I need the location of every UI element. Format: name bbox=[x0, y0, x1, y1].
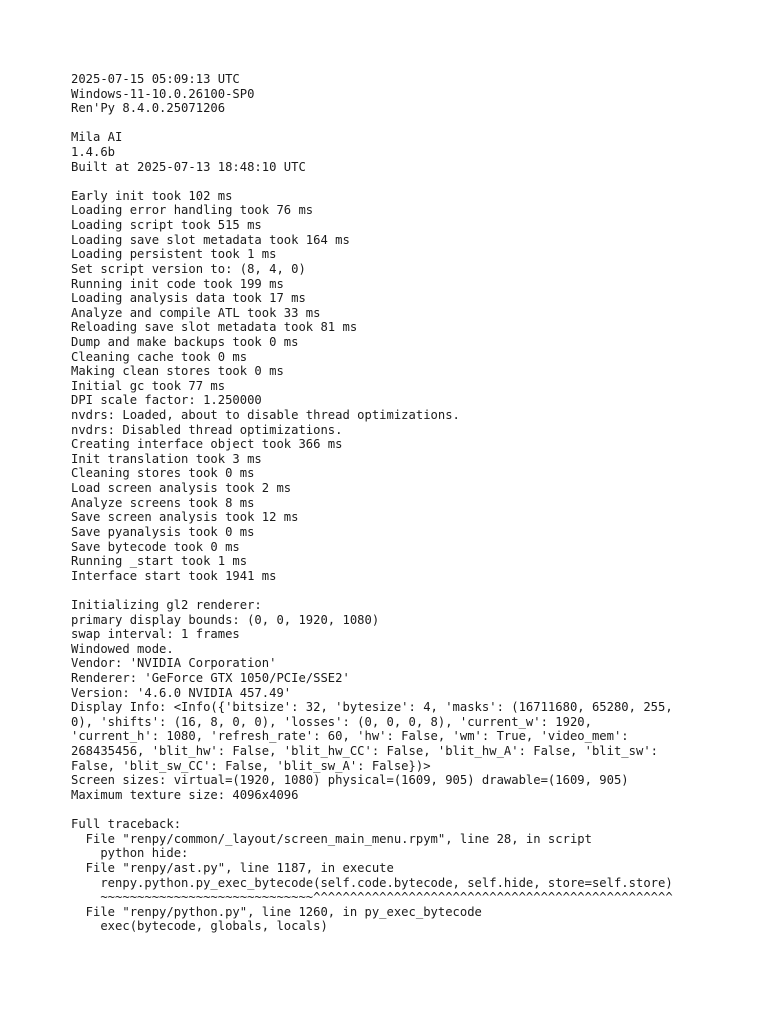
timing-line: Save pyanalysis took 0 ms bbox=[71, 524, 255, 539]
timing-line: nvdrs: Loaded, about to disable thread optimizations. bbox=[71, 408, 460, 423]
timing-line: Creating interface object took 366 ms bbox=[71, 437, 343, 452]
timing-line: Running _start took 1 ms bbox=[71, 554, 248, 569]
timing-line: Analyze screens took 8 ms bbox=[71, 495, 255, 510]
renderer-line: False, 'blit_sw_CC': False, 'blit_sw_A': False})> bbox=[71, 758, 431, 773]
renderer-line: Display Info: <Info({'bitsize': 32, 'bytesize': 4, 'masks': (16711680, 65280, 255, bbox=[71, 700, 673, 715]
timing-line: DPI scale factor: 1.250000 bbox=[71, 393, 262, 408]
blank-line bbox=[71, 174, 731, 189]
traceback-line: renpy.python.py_exec_bytecode(self.code.bytecode, self.hide, store=self.store) bbox=[71, 875, 673, 890]
renderer-line: Windowed mode. bbox=[71, 641, 174, 656]
renderer-line: primary display bounds: (0, 0, 1920, 1080) bbox=[71, 612, 380, 627]
renderer-section bbox=[71, 598, 731, 803]
timing-line: Loading analysis data took 17 ms bbox=[71, 291, 306, 306]
renderer-line: 268435456, 'blit_hw': False, 'blit_hw_CC': False, 'blit_hw_A': False, 'blit_sw': bbox=[71, 744, 658, 759]
renderer-line: Maximum texture size: 4096x4096 bbox=[71, 787, 299, 802]
timing-line: Analyze and compile ATL took 33 ms bbox=[71, 305, 321, 320]
traceback-line: File "renpy/python.py", line 1260, in py_exec_bytecode bbox=[71, 904, 482, 919]
timing-line: Save bytecode took 0 ms bbox=[71, 539, 240, 554]
timing-line: Running init code took 199 ms bbox=[71, 276, 284, 291]
renderer-line: Renderer: 'GeForce GTX 1050/PCIe/SSE2' bbox=[71, 670, 350, 685]
log-document bbox=[71, 72, 731, 934]
timing-line: Dump and make backups took 0 ms bbox=[71, 334, 299, 349]
log-platform: Windows-11-10.0.26100-SP0 bbox=[71, 86, 255, 101]
timing-line: Reloading save slot metadata took 81 ms bbox=[71, 320, 358, 335]
blank-line bbox=[71, 802, 731, 817]
timing-line: Set script version to: (8, 4, 0) bbox=[71, 261, 306, 276]
timing-line: Loading error handling took 76 ms bbox=[71, 203, 314, 218]
timing-line: Interface start took 1941 ms bbox=[71, 568, 277, 583]
timing-line: Load screen analysis took 2 ms bbox=[71, 481, 292, 496]
game-version: 1.4.6b bbox=[71, 145, 116, 160]
timing-line: Cleaning cache took 0 ms bbox=[71, 349, 248, 364]
timing-line: Init translation took 3 ms bbox=[71, 451, 262, 466]
traceback-line: File "renpy/common/_layout/screen_main_menu.rpym", line 28, in script bbox=[71, 831, 592, 846]
renderer-line: 0), 'shifts': (16, 8, 0, 0), 'losses': (0, 0, 0, 8), 'current_w': 1920, bbox=[71, 714, 592, 729]
timing-line: Cleaning stores took 0 ms bbox=[71, 466, 255, 481]
timing-section bbox=[71, 189, 731, 583]
timing-line: Save screen analysis took 12 ms bbox=[71, 510, 299, 525]
timing-line: Loading script took 515 ms bbox=[71, 218, 262, 233]
traceback-section bbox=[71, 817, 731, 934]
timing-line: nvdrs: Disabled thread optimizations. bbox=[71, 422, 343, 437]
renderer-line: 'current_h': 1080, 'refresh_rate': 60, 'hw': False, 'wm': True, 'video_mem': bbox=[71, 729, 629, 744]
traceback-line: python hide: bbox=[71, 846, 189, 861]
renderer-line: Version: '4.6.0 NVIDIA 457.49' bbox=[71, 685, 292, 700]
traceback-line: Full traceback: bbox=[71, 817, 182, 832]
log-timestamp: 2025-07-15 05:09:13 UTC bbox=[71, 72, 240, 86]
game-name: Mila AI bbox=[71, 130, 123, 145]
traceback-line: File "renpy/ast.py", line 1187, in execute bbox=[71, 860, 394, 875]
log-renpy-version: Ren'Py 8.4.0.25071206 bbox=[71, 101, 226, 116]
timing-line: Making clean stores took 0 ms bbox=[71, 364, 284, 379]
renderer-line: Vendor: 'NVIDIA Corporation' bbox=[71, 656, 277, 671]
renderer-line: Screen sizes: virtual=(1920, 1080) physical=(1609, 905) drawable=(1609, 905) bbox=[71, 773, 629, 788]
traceback-line: ~~~~~~~~~~~~~~~~~~~~~~~~~~~~~^^^^^^^^^^^^^^^^^^^^^^^^^^^^^^^^^^^^^^^^^^^^^^^^^ bbox=[71, 890, 673, 905]
timing-line: Loading save slot metadata took 164 ms bbox=[71, 232, 350, 247]
renderer-line: swap interval: 1 frames bbox=[71, 627, 240, 642]
game-build-date: Built at 2025-07-13 18:48:10 UTC bbox=[71, 159, 306, 174]
blank-line bbox=[71, 116, 731, 131]
timing-line: Initial gc took 77 ms bbox=[71, 378, 226, 393]
traceback-line: exec(bytecode, globals, locals) bbox=[71, 919, 328, 934]
timing-line: Loading persistent took 1 ms bbox=[71, 247, 277, 262]
renderer-line: Initializing gl2 renderer: bbox=[71, 597, 262, 612]
blank-line bbox=[71, 583, 731, 598]
timing-line: Early init took 102 ms bbox=[71, 188, 233, 203]
